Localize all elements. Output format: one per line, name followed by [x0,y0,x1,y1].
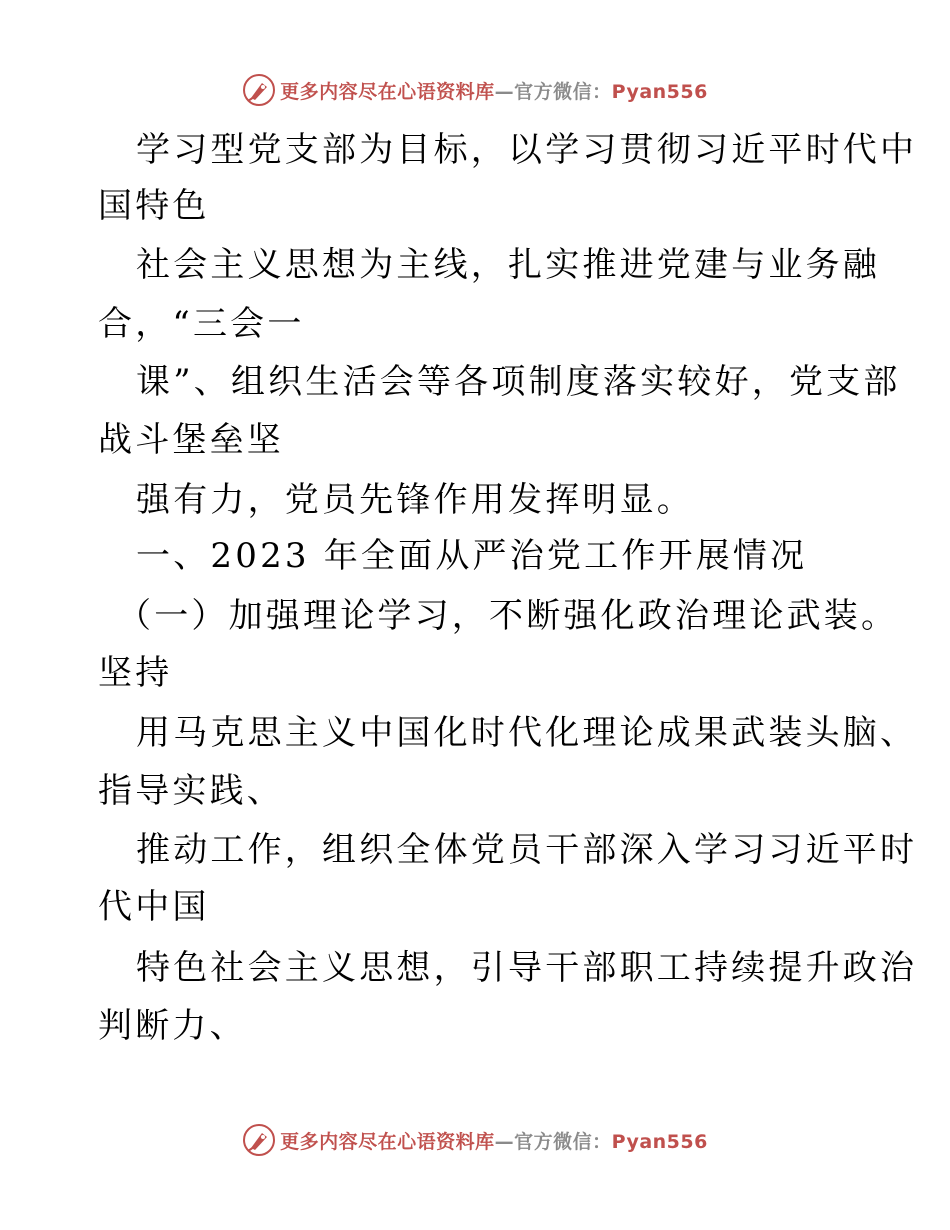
footer-text [280,1127,708,1154]
header-official-label: 官方微信： [514,80,612,103]
body-line: 课”、组织生活会等各项制度落实较好，党支部 [136,362,901,402]
body-line: 合，“三会一 [98,304,305,344]
body-line: 战斗堡垒坚 [98,420,284,460]
footer-official-label: 官方微信： [514,1130,612,1153]
subsection-heading: （一）加强理论学习，不断强化政治理论武装。 [117,596,899,636]
pen-nib-logo-icon [242,73,276,107]
body-line: 国特色 [98,186,210,226]
body-line: 坚持 [98,653,173,693]
body-line: 学习型党支部为目标，以学习贯彻习近平时代中 [136,130,918,170]
body-line: 判断力、 [98,1006,247,1046]
body-line: 特色社会主义思想，引导干部职工持续提升政治 [136,948,918,988]
body-line: 指导实践、 [98,771,284,811]
header-wechat-id: Pyan556 [611,80,708,103]
header-banner [0,70,950,110]
header-dash: — [494,80,515,103]
body-line: 推动工作，组织全体党员干部深入学习习近平时 [136,830,918,870]
body-line: 用马克思主义中国化时代化理论成果武装头脑、 [136,713,918,753]
footer-dash: — [494,1130,515,1153]
body-line: 社会主义思想为主线，扎实推进党建与业务融 [136,245,880,285]
header-brand: 更多内容尽在心语资料库 [280,80,495,103]
footer-brand: 更多内容尽在心语资料库 [280,1130,495,1153]
footer-banner [0,1120,950,1160]
section-heading: 一、2023 年全面从严治党工作开展情况 [136,536,808,576]
body-line: 代中国 [98,887,210,927]
header-text [280,77,708,104]
pen-nib-logo-icon [242,1123,276,1157]
body-line: 强有力，党员先锋作用发挥明显。 [136,480,694,520]
footer-wechat-id: Pyan556 [611,1130,708,1153]
